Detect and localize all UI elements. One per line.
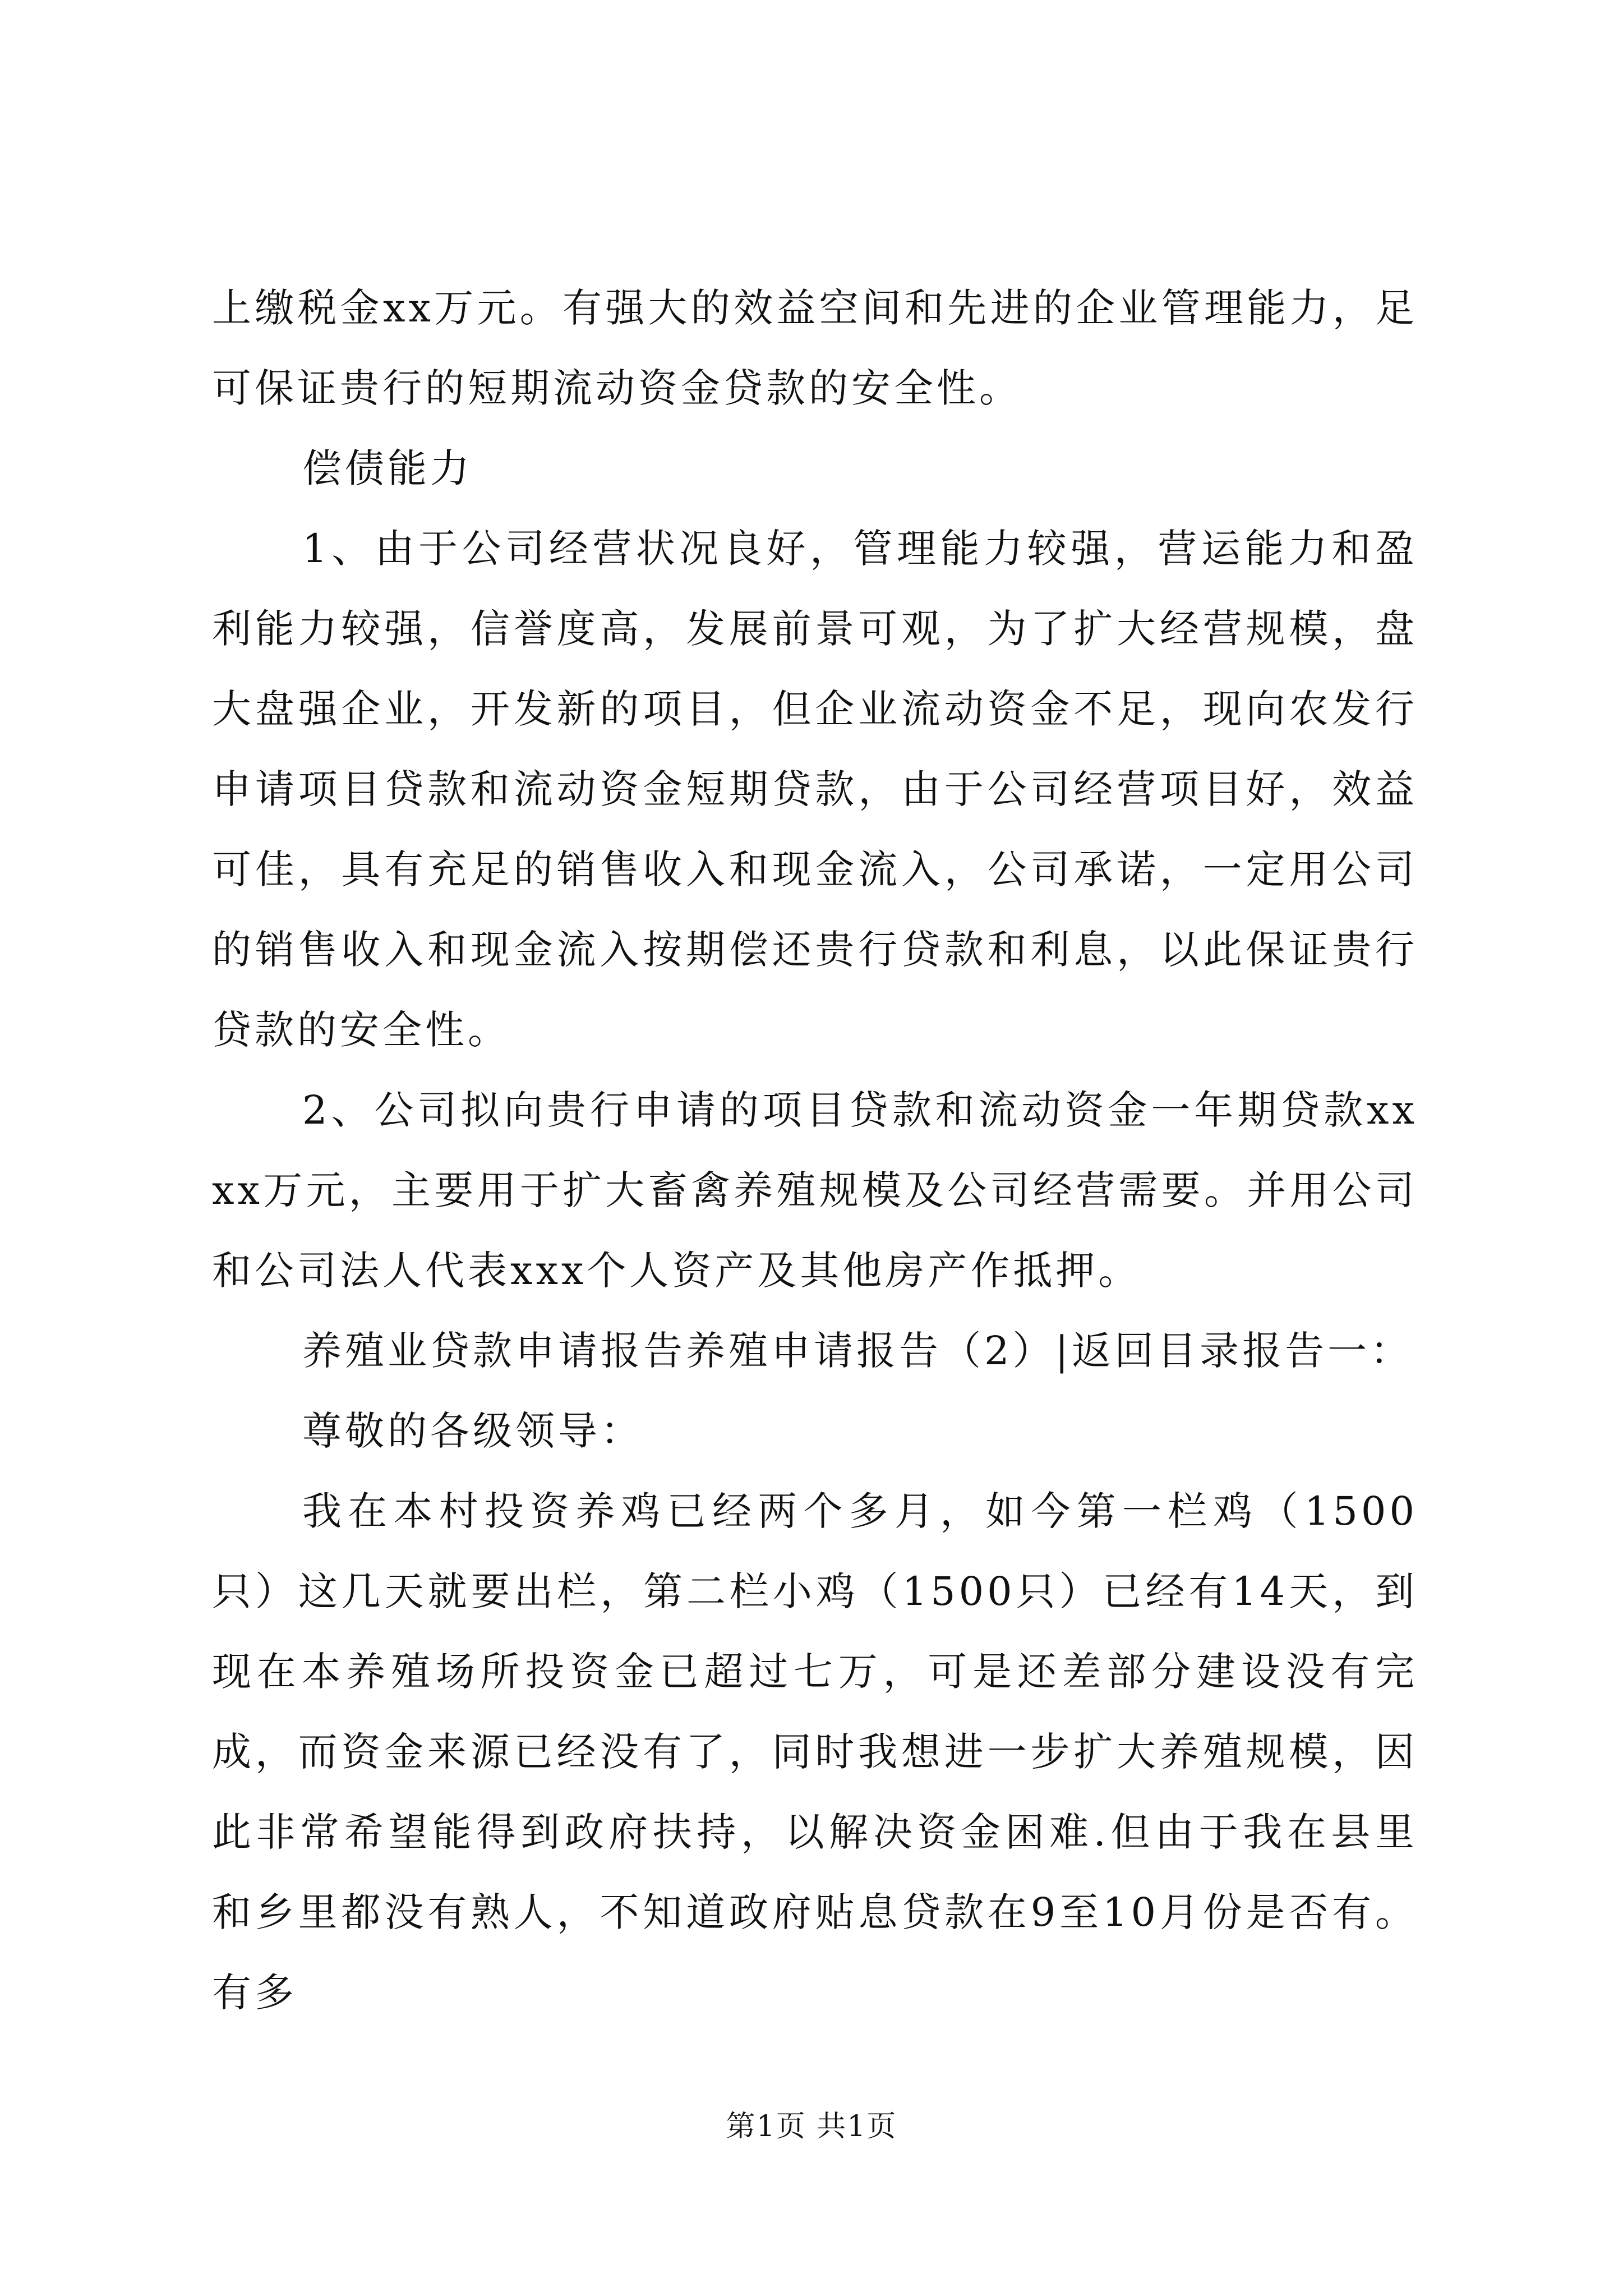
paragraph-5: 我在本村投资养鸡已经两个多月，如今第一栏鸡（1500只）这几天就要出栏，第二栏小鸡（1500只）已经有14天，到现在本养殖场所投资金已超过七万，可是还差部分建设没有完成，而资金来源已经没有了，同时我想进一步扩大养殖规模，因此非常希望能得到政府扶持，以解决资金困难.但由于我在县里和乡里都没有熟人，不知道政府贴息贷款在9至10月份是否有。有多 <box>212 1488 1418 2016</box>
paragraph-4: 养殖业贷款申请报告养殖申请报告（2）|返回目录报告一： <box>302 1328 1413 1374</box>
section-heading-repayment-ability: 偿债能力 <box>302 445 473 491</box>
paragraph-3: 2、公司拟向贵行申请的项目贷款和流动资金一年期贷款xxxx万元，主要用于扩大畜禽养殖规模及公司经营需要。并用公司和公司法人代表xxx个人资产及其他房产作抵押。 <box>212 1087 1418 1294</box>
salutation: 尊敬的各级领导： <box>302 1408 643 1454</box>
paragraph-2: 1、由于公司经营状况良好，管理能力较强，营运能力和盈利能力较强，信誉度高，发展前景可观，为了扩大经营规模，盘大盘强企业，开发新的项目，但企业流动资金不足，现向农发行申请项目贷款和流动资金短期贷款，由于公司经营项目好，效益可佳，具有充足的销售收入和现金流入，公司承诺，一定用公司的销售收入和现金流入按期偿还贵行贷款和利息，以此保证贵行贷款的安全性。 <box>212 526 1418 1053</box>
page-footer: 第1页 共1页 <box>726 2110 897 2143</box>
paragraph-1: 上缴税金xx万元。有强大的效益空间和先进的企业管理能力，足可保证贵行的短期流动资金贷款的安全性。 <box>212 285 1418 411</box>
document-body <box>212 268 1418 2033</box>
